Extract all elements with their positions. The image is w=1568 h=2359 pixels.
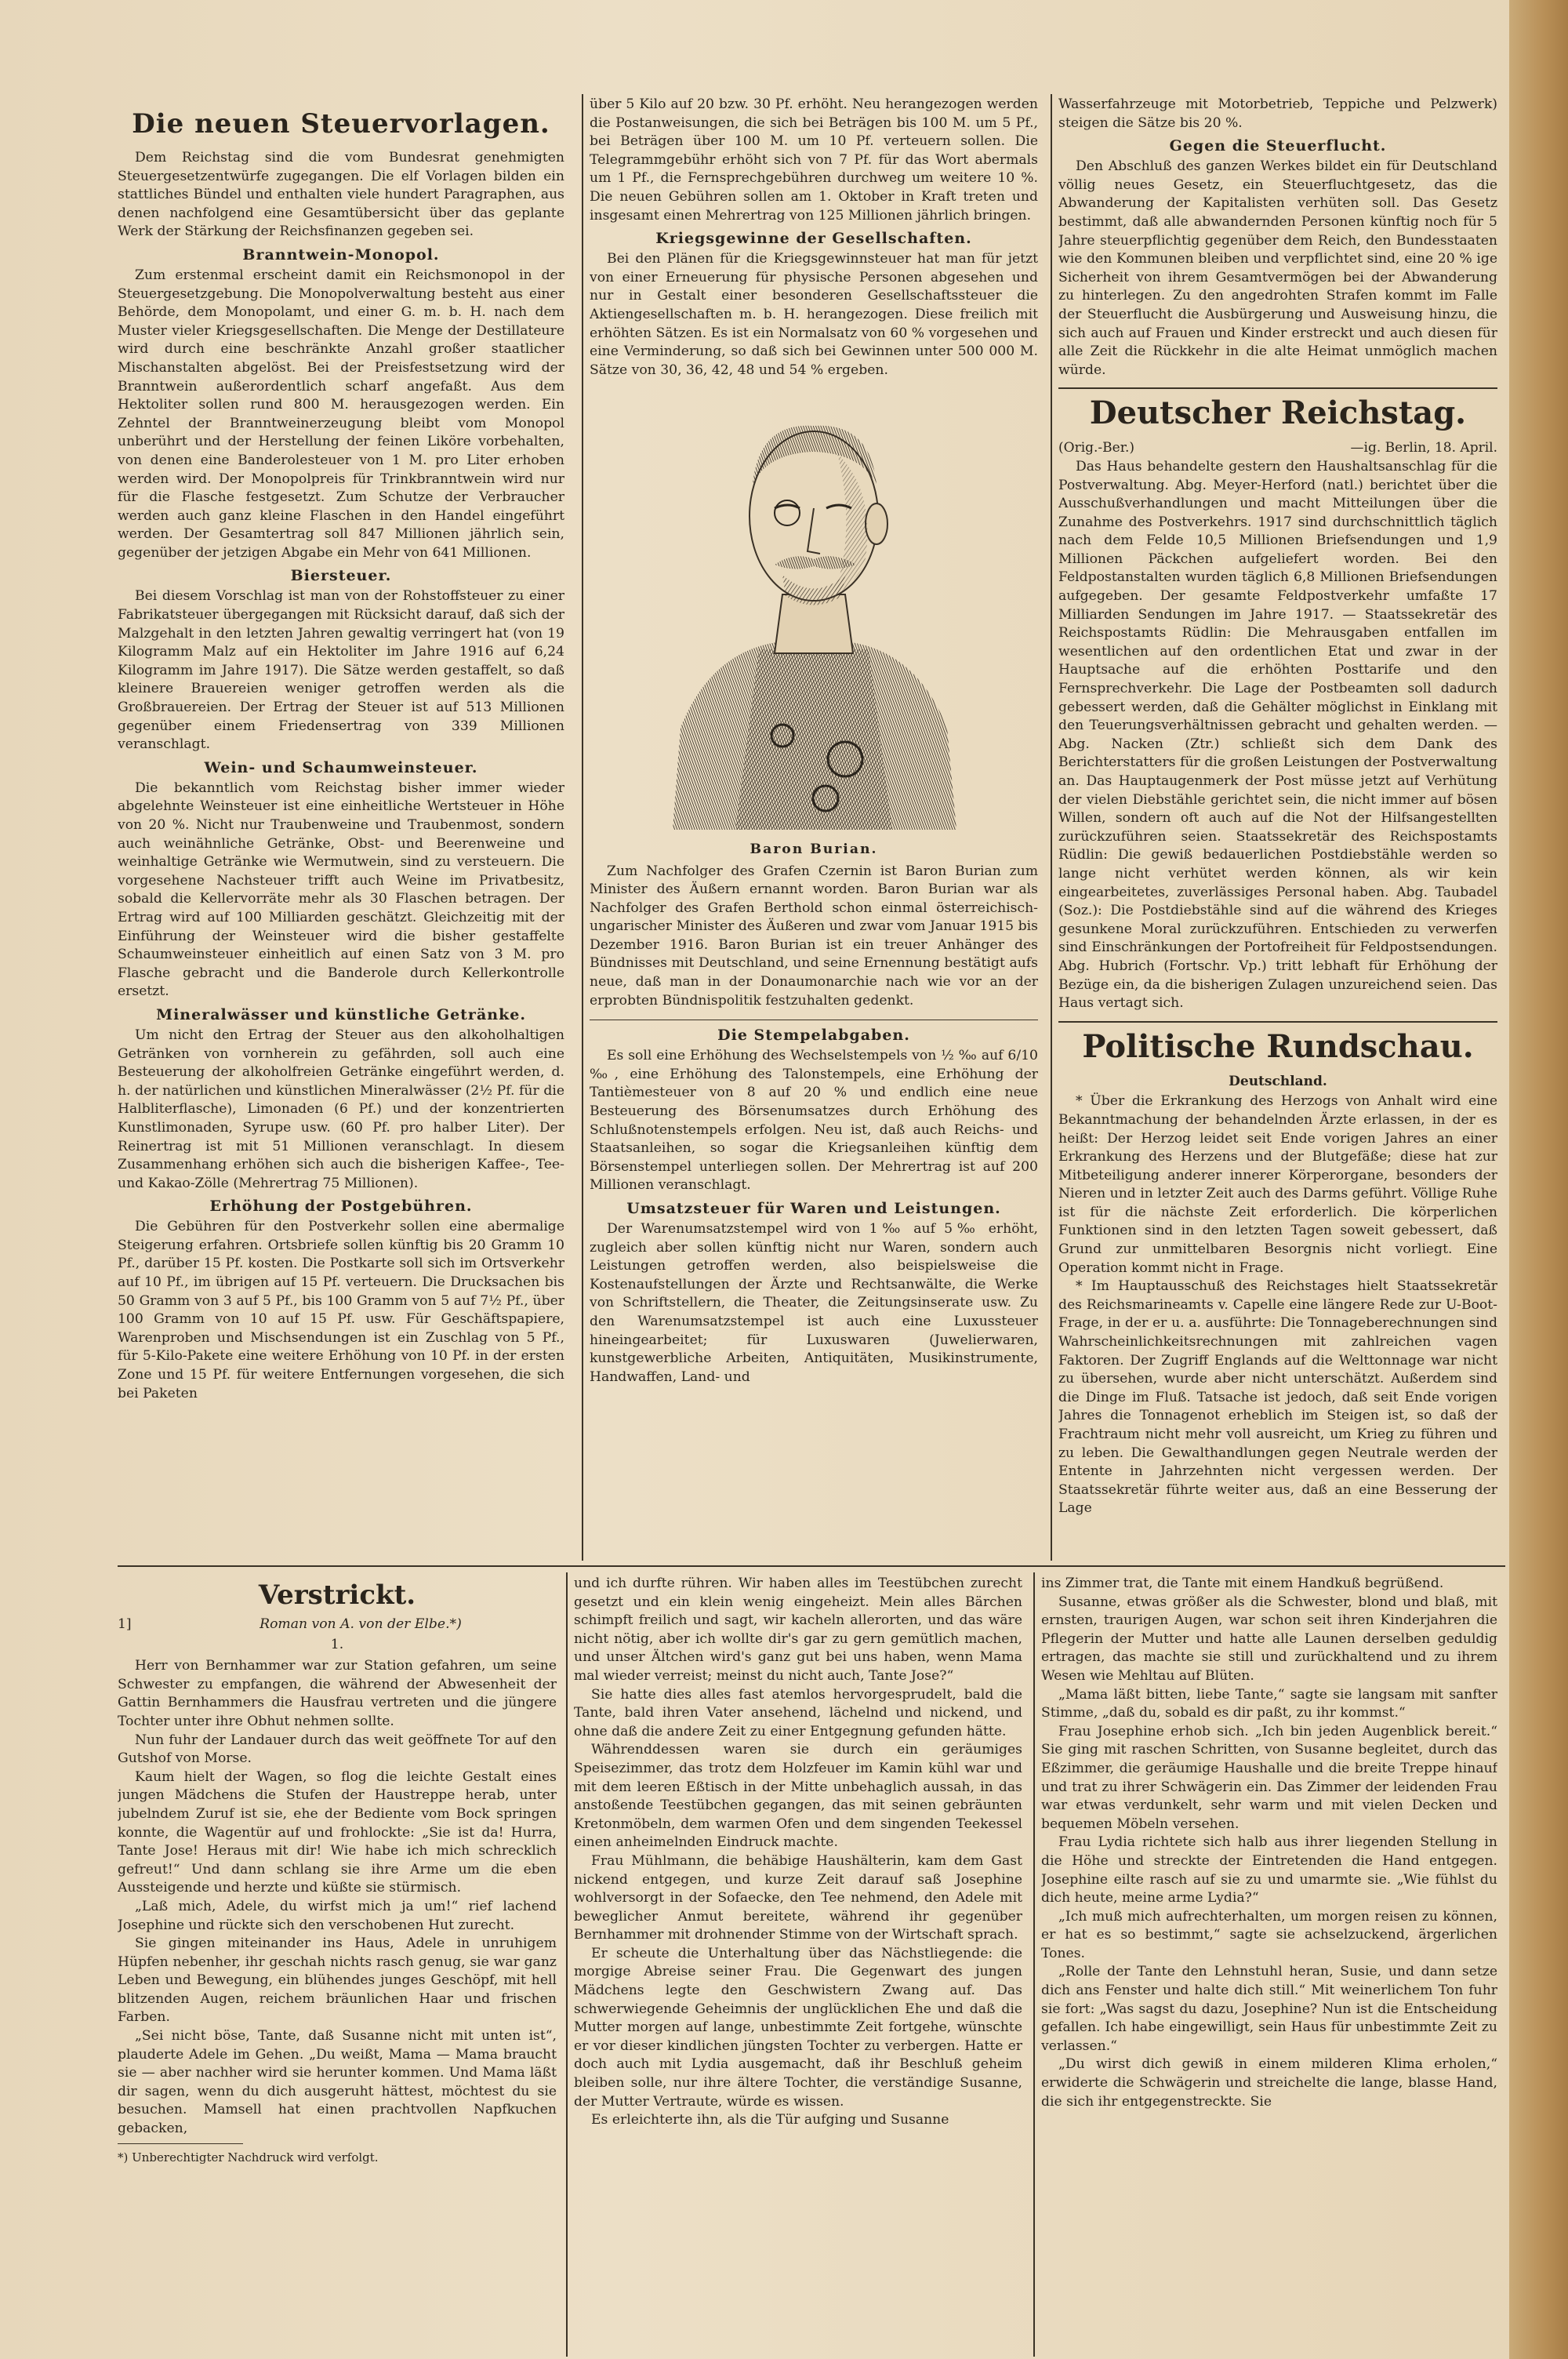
article-title-rundschau: Politische Rundschau. — [1082, 1027, 1474, 1065]
novel-paragraph: Währenddessen waren sie durch ein geräumiges Speisezimmer, das trotz dem Holzfeuer im Kamin kühl war und mit dem leeren Eßtisch in der Mitte unbehaglich aussah, in das anstoßende Teestübchen gegangen, das mit seinen gebräunten Kretonmöbeln, dem warmen Ofen und dem singenden Teekessel einen anheimelnden Eindruck machte. — [574, 1742, 1022, 1851]
column-3 — [1058, 96, 1497, 1561]
novel-paragraph: Frau Josephine erhob sich. „Ich bin jeden Augenblick bereit.“ Sie ging mit raschen Schritten, von Susanne begleitet, durch das Eßzimmer, die geräumige Haushalle und die breite Treppe hinauf und trat zu ihrer Schwägerin ein. Das Zimmer der leidenden Frau war etwas verdunkelt, sehr warm und mit vielen Decken und bequemen Möbeln versehen. — [1041, 1723, 1497, 1832]
novel-paragraph: „Ich muß mich aufrechterhalten, um morgen reisen zu können, er hat es so bestimmt,“ sagte sie achselzuckend, ärgerlichen Tones. — [1041, 1908, 1497, 1961]
chapter-number: 1. — [330, 1636, 344, 1652]
section-heading: Deutschland. — [1229, 1073, 1327, 1089]
section-heading: Branntwein-Monopol. — [242, 245, 440, 264]
portrait-title: Baron Burian. — [750, 841, 878, 857]
novel-paragraph: Susanne, etwas größer als die Schwester, blond und blaß, mit ernsten, traurigen Augen, war schon seit ihren Kinderjahren die Pflegerin der Mutter und hatte alle Launen derselben geduldig ertragen, das machte sie still und zurückhaltend und zu ihrem Wesen wie Mehltau auf Blüten. — [1041, 1594, 1497, 1684]
section-heading: Gegen die Steuerflucht. — [1169, 137, 1387, 155]
article-intro: Dem Reichstag sind die vom Bundesrat genehmigten Steuergesetzentwürfe zugegangen. Die elf Vorlagen bilden ein stattliches Bündel und enthalten viele hundert Paragraphen, aus denen nachfolgend eine Gesamtübersicht über das geplante Werk der Stärkung der Reichsfinanzen gegeben sei. — [118, 150, 564, 240]
section-heading: Die Stempelabgaben. — [717, 1027, 910, 1045]
section-heading: Erhöhung der Postgebühren. — [209, 1198, 473, 1216]
novel-paragraph: ins Zimmer trat, die Tante mit einem Handkuß begrüßend. — [1041, 1576, 1444, 1591]
novel-paragraph: „Sei nicht böse, Tante, daß Susanne nicht mit unten ist“, plauderte Adele im Gehen. „Du weißt, Mama — Mama braucht sie — aber nachher wird sie herunter kommen. Und Mama läßt dir sagen, wenn du dich ausgeruht hättest, möchtest du sie besuchen. Mamsell hat einen prachtvollen Napfkuchen gebacken, — [118, 2028, 557, 2137]
column-rule — [582, 94, 583, 1561]
section-text: Um nicht den Ertrag der Steuer aus den alkoholhaltigen Getränken von vornherein zu gefährden, soll auch eine Besteuerung der alkoholfreien Getränke eingeführt werden, d. h. der natürlichen und künstlichen Mineralwässer (2½ Pf. für die Halbliterflasche), Limonaden (6 Pf.) und der konzentrierten Kunstlimonaden, Syrupe usw. (60 Pf. pro halber Liter). Der Reinertrag ist mit 51 Millionen veranschlagt. In diesem Zusammenhang erhöhen sich auch die bisherigen Kaffee-, Tee- und Kakao-Zölle (Mehrertrag 75 Millionen). — [118, 1027, 564, 1191]
novel-paragraph: Sie hatte dies alles fast atemlos hervorgesprudelt, bald die Tante, bald ihren Vater ansehend, lächelnd und nickend, und ohne daß die andere Zeit zu einer Entgegnung gefunden hätte. — [574, 1686, 1022, 1739]
column-rule — [1033, 1572, 1035, 2357]
article-title-reichstag: Deutscher Reichstag. — [1089, 394, 1467, 432]
column-rule — [566, 1572, 568, 2357]
section-text: * Im Hauptausschuß des Reichstages hielt Staatssekretär des Reichsmarineamts v. Capelle eine längere Rede zur U-Boot-Frage, in der er u. a. ausführte: Die Tonnageberechnungen sind Wahrscheinlichkeitsrechnungen mit zahlreichen vagen Faktoren. Der Zugriff Englands auf die Welttonnage war nicht zu übersehen, wurde aber nicht unterschätzt. Außerdem sind die Dinge im Fluß. Tatsache ist jedoch, daß seit Ende vorigen Jahres die Tonnagenot erheblich im Steigen ist, so daß der Frachtraum nicht mehr voll ausreicht, um Krieg zu führen und zu leben. Die Gewalthandlungen gegen Neutrale werden der Entente in Jahrzehnten nicht vergessen werden. Der Staatssekretär führte weiter aus, daß an eine Besserung der Lage — [1058, 1278, 1497, 1517]
novel-paragraph: „Du wirst dich gewiß in einem milderen Klima erholen,“ erwiderte die Schwägerin und streichelte die lange, blasse Hand, die sich ihr entgegenstreckte. Sie — [1041, 2056, 1497, 2110]
section-heading: Biersteuer. — [290, 567, 392, 585]
column-rule — [1051, 94, 1052, 1561]
novel-paragraph: Er scheute die Unterhaltung über das Nächstliegende: die morgige Abreise seiner Frau. Die Gegenwart des jungen Mädchens legte den Geschwistern Zwang auf. Das schwerwiegende Geheimnis der unglücklichen Ehe und daß die Mutter morgen auf lange, unbestimmte Zeit fortgehe, wünschte er vor dieser kindlichen jüngsten Tochter zu verbergen. Hatte er doch auch mit Lydia ausgemacht, daß ihr Beschluß geheim bleiben solle, nur ihre ältere Tochter, die verständige Susanne, der Mutter Vertraute, würde es wissen. — [574, 1945, 1022, 2110]
novel-paragraph: Kaum hielt der Wagen, so flog die leichte Gestalt eines jungen Mädchens die Stufen der Haustreppe herab, unter jubelndem Zuruf ist sie, ehe der Bediente vom Bock springen konnte, die Wagentür auf und frohlockte: „Sie ist da! Hurra, Tante Jose! Heraus mit dir! Wie habe ich mich schrecklich gefreut!“ Und dann schlang sie ihre Arme um die eben Aussteigende und herzte und küßte sie stürmisch. — [118, 1768, 557, 1896]
section-text: über 5 Kilo auf 20 bzw. 30 Pf. erhöht. Neu herangezogen werden die Postanweisungen, die sich bei Beträgen bis 100 M. um 5 Pf., bei Beträgen über 100 M. um 10 Pf. verteuern sollen. Die Telegrammgebühr erhöht sich von 7 Pf. für das Wort abermals um 1 Pf., die Fernsprechgebühren durchweg um weitere 10 %. Die neuen Gebühren sollen am 1. Oktober in Kraft treten und insgesamt einen Mehrertrag von 125 Millionen jährlich bringen. — [590, 96, 1038, 224]
novel-paragraph: Es erleichterte ihn, als die Tür aufging und Susanne — [591, 2112, 949, 2128]
divider — [1058, 387, 1497, 389]
section-heading: Wein- und Schaumweinsteuer. — [204, 758, 478, 776]
divider — [1058, 1021, 1497, 1023]
section-text: Den Abschluß des ganzen Werkes bildet ein für Deutschland völlig neues Gesetz, ein Steuerfluchtgesetz, das die Abwanderung der Kapitalisten verhüten soll. Das Gesetz bestimmt, daß alle abwandernden Personen künftig noch für 5 Jahre steuerpflichtig gegenüber dem Reich, den Bundesstaaten wie den Kommunen bleiben und verpflichtet sind, eine 20 % ige Sicherheit von ihrem Gesamtvermögen bei der Abwanderung zu hinterlegen. Zu den angedrohten Strafen kommt im Falle der Steuerflucht die Ausbürgerung und Ausweisung hinzu, die sich auch auf Frauen und Kinder erstreckt und auch diesen für alle Zeit die Rückkehr in die alte Heimat unmöglich machen würde. — [1058, 158, 1497, 378]
installment-number: 1] — [118, 1616, 132, 1632]
novel-paragraph: „Mama läßt bitten, liebe Tante,“ sagte sie langsam mit sanfter Stimme, „daß du, sobald es dir paßt, zu ihr kommst.“ — [1041, 1686, 1497, 1721]
column-2 — [590, 96, 1038, 1561]
section-text: Bei diesem Vorschlag ist man von der Rohstoffsteuer zu einer Fabrikatsteuer übergegangen mit Rücksicht darauf, daß sich der Malzgehalt in den letzten Jahren gewaltig verringert hat (von 19 Kilogramm Malz auf ein Hektoliter im Jahre 1916 auf 6,24 Kilogramm im Jahre 1917). Die Sätze werden gestaffelt, so daß kleinere Brauereien weniger getroffen werden als die Großbrauereien. Der Ertrag der Steuer ist auf 513 Millionen gegenüber einem Friedensertrag von 339 Millionen veranschlagt. — [118, 588, 564, 753]
section-text: Der Warenumsatzstempel wird von 1‰ auf 5‰ erhöht, zugleich aber sollen künftig nicht nur Waren, sondern auch Leistungen getroffen werden, also beispielsweise die Kostenaufstellungen der Ärzte und Rechtsanwälte, die Werke von Schriftstellern, die Theater, die Zeitungsinserate usw. Zu den Warenumsatzstempel ist auch eine Luxussteuer hineingearbeitet; für Luxuswaren (Juwelierwaren, kunstgewerbliche Arbeiten, Antiquitäten, Musikinstrumente, Handwaffen, Land- und — [590, 1221, 1038, 1385]
novel-paragraph: „Laß mich, Adele, du wirfst mich ja um!“ rief lachend Josephine und rückte sich den verschobenen Hut zurecht. — [118, 1898, 557, 1933]
novel-paragraph: Frau Lydia richtete sich halb aus ihrer liegenden Stellung in die Höhe und streckte der Eintretenden die Hand entgegen. Josephine eilte rasch auf sie zu und umarmte sie. „Wie fühlst du dich heute, meine arme Lydia?“ — [1041, 1834, 1497, 1906]
section-text: Es soll eine Erhöhung des Wechselstempels von ½ ‰ auf 6/10 ‰, eine Erhöhung des Talonstempels, eine Erhöhung der Tantièmesteuer von 8 auf 20 % und endlich eine neue Besteuerung des Börsenumsatzes durch Erhöhung des Schlußnotenstempels erfolgen. Neu ist, daß auch Reichs- und Staatsanleihen, so sogar die Kriegsanleihen künftig dem Börsenstempel unterliegen sollen. Der Mehrertrag ist auf 200 Millionen veranschlagt. — [590, 1048, 1038, 1194]
section-text: Das Haus behandelte gestern den Haushaltsanschlag für die Postverwaltung. Abg. Meyer-Herford (natl.) berichtet über die Ausschußverhandlungen und macht Mitteilungen über die Zunahme des Postverkehrs. 1917 sind durchschnittlich täglich nach dem Felde 10,5 Millionen Briefsendungen und 1,9 Millionen Päckchen aufgeliefert worden. Bei den Feldpostanstalten wurden täglich 6,8 Millionen Briefsendungen aufgegeben. Der gesamte Feldpostverkehr umfaßte 17 Milliarden Sendungen im Jahre 1917. — Staatssekretär des Reichspostamts Rüdlin: Die Mehrausgaben entfallen im wesentlichen auf den ordentlichen Etat und zwar in der Hauptsache auf die erhöhten Posttarife und den Fernsprechverkehr. Die Lage der Postbeamten soll dadurch gebessert werden, daß die Gehälter möglichst in Einklang mit den Teuerungsverhältnissen gebracht und gehalten werden. — Abg. Nacken (Ztr.) schließt sich dem Dank des Berichterstatters für die großen Leistungen der Postverwaltung an. Das Hauptaugenmerk der Post müsse jetzt auf Verhütung der vielen Diebstähle gerichtet sein, die nicht immer auf bösen Willen, sondern oft auch auf die Not der Hilfsangestellten zurückzuführen seien. Staatssekretär des Reichspostamts Rüdlin: Die gewiß bedauerlichen Postdiebstähle werden so lange nicht verhütet werden können, als wir kein eingearbeitetes, zuverlässiges Personal haben. Abg. Taubadel (Soz.): Die Postdiebstähle sind auf die während des Krieges gesunkene Moral zurückzuführen. Entschieden zu verwerfen sind Einschränkungen der Portofreiheit für Feldpostsendungen. Abg. Hubrich (Fortschr. Vp.) tritt lebhaft für Erhöhung der Bezüge ein, da die bisherigen Zulagen unzureichend seien. Das Haus vertagt sich. — [1058, 458, 1497, 1012]
footnote-rule — [118, 2143, 243, 2144]
dateline-origin: (Orig.-Ber.) — [1058, 440, 1135, 456]
section-heading: Kriegsgewinne der Gesellschaften. — [655, 230, 972, 248]
section-text: Wasserfahrzeuge mit Motorbetrieb, Teppiche und Pelzwerk) steigen die Sätze bis 20 %. — [1058, 96, 1497, 131]
feuilleton-column-3 — [1041, 1575, 1497, 2355]
section-text: Bei den Plänen für die Kriegsgewinnsteuer hat man für jetzt von einer Erneuerung für physische Personen abgesehen und nur in Gestalt einer besonderen Gesellschaftssteuer die Aktiengesellschaften m. b. H. herangezogen. Diese freilich mit erhöhten Sätzen. Es ist ein Normalsatz von 60 % vorgesehen und eine Verminderung, so daß sich bei Gewinnen unter 500 000 M. Sätze von 30, 36, 42, 48 und 54 % ergeben. — [590, 251, 1038, 378]
novel-paragraph: Sie gingen miteinander ins Haus, Adele in unruhigem Hüpfen nebenher, ihr geschah nichts rasch genug, sie war ganz Leben und Bewegung, ein blühendes junges Geschöpf, mit hell blitzenden Augen, reichem bräunlichen Haar und frischen Farben. — [118, 1936, 557, 2026]
novel-paragraph: „Rolle der Tante den Lehnstuhl heran, Susie, und dann setze dich ans Fenster und halte dich still.“ Mit weinerlichem Ton fuhr sie fort: „Was sagst du dazu, Josephine? Nun ist die Entscheidung gefallen. Ich habe eingewilligt, sein Haus für unbestimmte Zeit zu verlassen.“ — [1041, 1964, 1497, 2054]
section-heading: Mineralwässer und künstliche Getränke. — [156, 1005, 526, 1023]
section-text: * Über die Erkrankung des Herzogs von Anhalt wird eine Bekanntmachung der behandelnden Ärzte erlassen, in der es heißt: Der Herzog leidet seit Ende vorigen Jahres an einer Erkrankung des Herzens und der Blutgefäße; diese hat zur Mitbeteiligung anderer innerer Körperorgane, besonders der Nieren und in letzter Zeit auch des Darms geführt. Völlige Ruhe ist für die nächste Zeit erforderlich. Die körperlichen Funktionen sind in den letzten Tagen soweit gebessert, daß Grund zur unmittelbaren Besorgnis nicht vorliegt. Eine Operation kommt nicht in Frage. — [1058, 1093, 1497, 1276]
footnote: *) Unberechtigter Nachdruck wird verfolgt. — [118, 2150, 379, 2165]
section-text: Zum erstenmal erscheint damit ein Reichsmonopol in der Steuergesetzgebung. Die Monopolverwaltung besteht aus einer Behörde, dem Monopolamt, und einer G. m. b. H. nach dem Muster vieler Kriegsgesellschaften. Die Menge der Destillateure wird durch eine beschränkte Anzahl großer staatlicher Mischanstalten abgelöst. Bei der Preisfestsetzung wird der Branntwein außerordentlich scharf angefaßt. Aus dem Hektoliter sollen rund 800 M. herausgezogen werden. Ein Zehntel der Branntweinerzeugung bleibt vom Monopol unberührt und der Herstellung der feinen Liköre vorbehalten, von denen eine Banderolesteuer von 1 M. pro Liter erhoben werden wird. Der Monopolpreis für Trinkbranntwein wird nur für die Flasche festgesetzt. Zum Schutze der Verbraucher werden auch ganz kleine Flaschen in den Handel eingeführt werden. Der Gesamtertrag soll 847 Millionen jährlich sein, gegenüber der jetzigen Abgabe ein Mehr von 641 Millionen. — [118, 267, 564, 561]
feuilleton-separator — [118, 1565, 1505, 1567]
dateline-place-date: —ig. Berlin, 18. April. — [1350, 440, 1497, 456]
portrait-baron-burian — [590, 391, 1038, 836]
novel-paragraph: Frau Mühlmann, die behäbige Haushälterin, kam dem Gast nickend entgegen, und kurze Zeit darauf saß Josephine wohlversorgt in der Sofaecke, den Tee nehmend, den Adele mit beweglicher Anmut bereitete, während ihr gegenüber Bernhammer mit drohnender Stimme von der Wirtschaft sprach. — [574, 1852, 1022, 1943]
article-title-steuervorlagen: Die neuen Steuervorlagen. — [132, 108, 550, 140]
novel-byline-row — [118, 1616, 557, 1634]
section-text: Die Gebühren für den Postverkehr sollen eine abermalige Steigerung erfahren. Ortsbriefe sollen künftig bis 20 Gramm 10 Pf., darüber 15 Pf. kosten. Die Postkarte soll sich im Ortsverkehr auf 10 Pf., im übrigen auf 15 Pf. verteuern. Die Drucksachen bis 50 Gramm von 3 auf 5 Pf., bis 100 Gramm von 5 auf 7½ Pf., über 100 Gramm von 10 auf 15 Pf. usw. Für Geschäftspapiere, Warenproben und Mischsendungen ist ein Zuschlag von 5 Pf., für 5-Kilo-Pakete eine weitere Erhöhung von 10 Pf. in der ersten Zone und 15 Pf. für weitere Entfernungen vorgesehen, die sich bei Paketen — [118, 1219, 564, 1401]
novel-title: Verstrickt. — [258, 1579, 416, 1611]
column-1 — [118, 100, 564, 1561]
section-text: Die bekanntlich vom Reichstag bisher immer wieder abgelehnte Weinsteuer ist eine einheitliche Wertsteuer in Höhe von 20 %. Nicht nur Traubenweine und Traubenmost, sondern auch weinähnliche Getränke, Obst- und Beerenweine und weinhaltige Getränke wie Wermutwein, sind zu versteuern. Die vorgesehene Nachsteuer trifft auch Weine im Privatbesitz, sobald die Kellervorräte mehr als 30 Flaschen betragen. Der Ertrag wird auf 100 Milliarden geschätzt. Gleichzeitig mit der Einführung der Weinsteuer wird die bisher gestaffelte Schaumweinsteuer einheitlich auf einen Satz von 3 M. pro Flasche gebracht und die Banderole durch Kellerkontrolle ersetzt. — [118, 780, 564, 1000]
novel-byline: Roman von A. von der Elbe.*) — [260, 1616, 462, 1632]
novel-paragraph: Nun fuhr der Landauer durch das weit geöffnete Tor auf den Gutshof von Morse. — [118, 1732, 557, 1767]
feuilleton-column-1 — [118, 1575, 557, 2355]
portrait-engraving — [665, 391, 963, 830]
section-heading: Umsatzsteuer für Waren und Leistungen. — [626, 1200, 1001, 1217]
feuilleton-column-2 — [574, 1575, 1022, 2355]
novel-paragraph: und ich durfte rühren. Wir haben alles im Teestübchen zurecht gesetzt und ein klein wenig eingeheizt. Mein alles Bärchen schimpft freilich und sagt, wir kacheln allerorten, und das wäre nicht nötig, aber ich wollte dir's gar zu gern gemütlich machen, und unser Ältchen wird's ganz gut bei uns haben, wenn Mama mal wieder verreist; meinst du nicht auch, Tante Jose?“ — [574, 1576, 1022, 1684]
novel-paragraph: Herr von Bernhammer war zur Station gefahren, um seine Schwester zu empfangen, die während der Abwesenheit der Gattin Bernhammers die Hausfrau vertreten und die jüngere Tochter unter ihre Obhut nehmen sollte. — [118, 1658, 557, 1729]
portrait-caption: Zum Nachfolger des Grafen Czernin ist Baron Burian zum Minister des Äußern ernannt worden. Baron Burian war als Nachfolger des Grafen Berthold schon einmal österreichisch-ungarischer Minister des Äußeren und zwar vom Januar 1915 bis Dezember 1916. Baron Burian ist ein treuer Anhänger des Bündnisses mit Deutschland, und seine Ernennung bestätigt aufs neue, daß man in der Donaumonarchie nach wie vor an der erprobten Bündnispolitik festzuhalten gedenkt. — [590, 863, 1038, 1009]
page-fold-edge — [1509, 0, 1568, 2359]
dateline — [1058, 439, 1497, 458]
